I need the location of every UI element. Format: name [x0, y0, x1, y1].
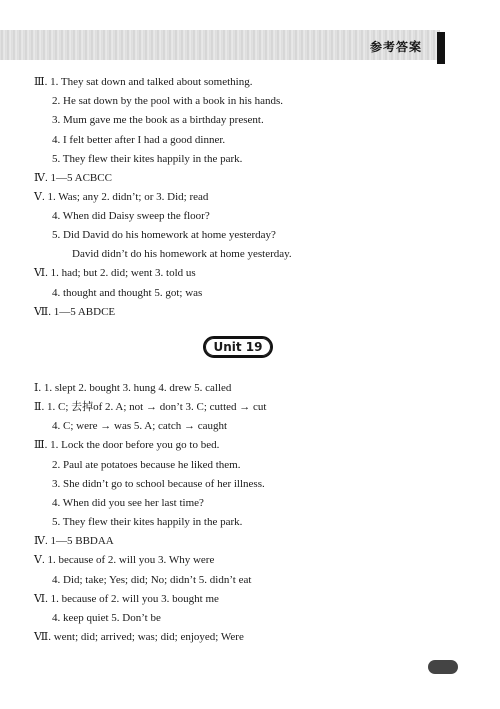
answer-line: Ⅴ. 1. Was; any 2. didn’t; or 3. Did; read: [34, 191, 209, 203]
answer-line: 3. She didn’t go to school because of her illness.: [52, 478, 265, 490]
unit-title-badge: [203, 336, 273, 358]
answer-line: Ⅶ. 1—5 ABDCE: [34, 306, 116, 318]
answer-line: Ⅴ. 1. because of 2. will you 3. Why were: [34, 554, 215, 566]
answer-line: 5. They flew their kites happily in the park.: [52, 153, 243, 165]
answer-line: 4. When did Daisy sweep the floor?: [52, 210, 210, 222]
answer-line: Ⅳ. 1—5 ACBCC: [34, 172, 112, 184]
answer-line: Ⅲ. 1. Lock the door before you go to bed.: [34, 439, 220, 451]
page-number-badge: [428, 660, 458, 674]
answer-line: Ⅱ. 1. C; 去掉of 2. A; not → don’t 3. C; cutted → cut: [34, 401, 267, 413]
unit-title: Unit 19: [205, 338, 271, 356]
answer-line: 5. Did David do his homework at home yesterday?: [52, 229, 276, 241]
answer-line: 4. I felt better after I had a good dinner.: [52, 134, 226, 146]
answer-line: Ⅳ. 1—5 BBDAA: [34, 535, 114, 547]
answer-line: 4. C; were → was 5. A; catch → caught: [52, 420, 228, 432]
answer-line: 4. thought and thought 5. got; was: [52, 287, 203, 299]
answer-line: 3. Mum gave me the book as a birthday present.: [52, 114, 264, 126]
answer-line: Ⅶ. went; did; arrived; was; did; enjoyed; Were: [34, 631, 244, 643]
page-header-title: 参考答案: [370, 40, 423, 54]
answer-line: 5. They flew their kites happily in the park.: [52, 516, 243, 528]
answer-line: Ⅵ. 1. had; but 2. did; went 3. told us: [34, 267, 196, 279]
answer-line: Ⅲ. 1. They sat down and talked about something.: [34, 76, 253, 88]
answer-line: David didn’t do his homework at home yesterday.: [72, 248, 292, 260]
answer-line: Ⅰ. 1. slept 2. bought 3. hung 4. drew 5. called: [34, 382, 232, 394]
answer-line: 2. He sat down by the pool with a book in his hands.: [52, 95, 283, 107]
answer-line: 4. keep quiet 5. Don’t be: [52, 612, 161, 624]
answer-line: Ⅵ. 1. because of 2. will you 3. bought me: [34, 593, 219, 605]
answer-line: 4. Did; take; Yes; did; No; didn’t 5. didn’t eat: [52, 574, 252, 586]
answer-line: 4. When did you see her last time?: [52, 497, 204, 509]
answer-line: 2. Paul ate potatoes because he liked them.: [52, 459, 241, 471]
